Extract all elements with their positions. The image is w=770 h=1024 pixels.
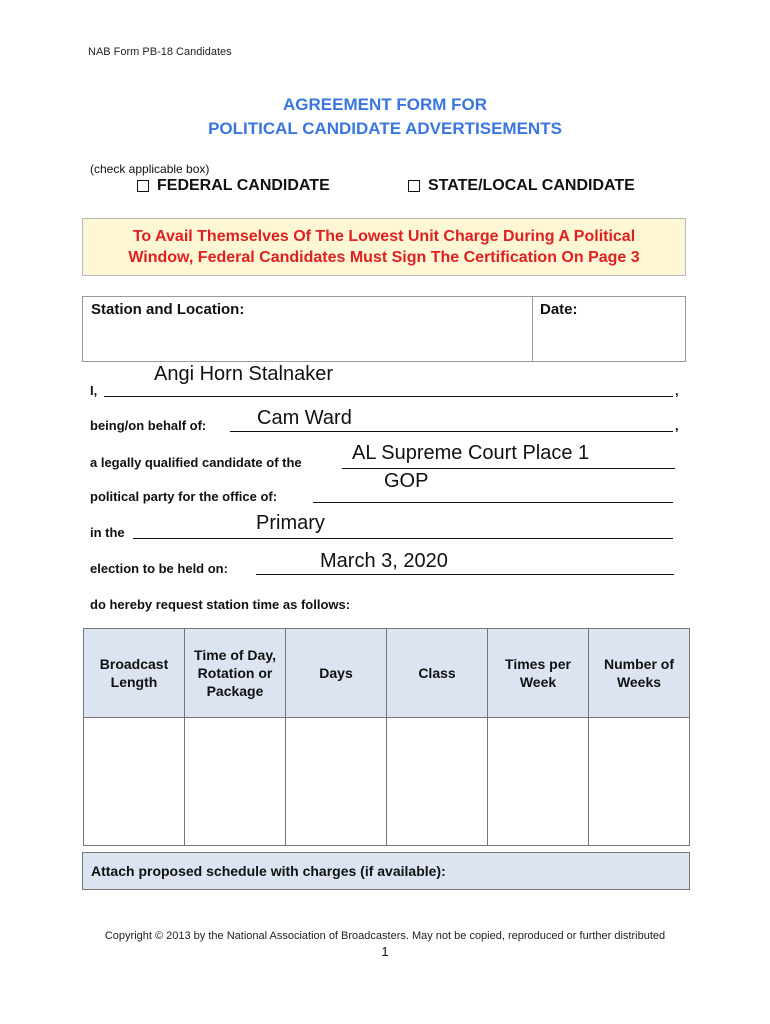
behalf-field[interactable]: Cam Ward — [257, 407, 352, 429]
cell-broadcast-length[interactable] — [84, 718, 185, 846]
station-box-divider — [532, 297, 533, 361]
request-text: do hereby request station time as follows: — [90, 597, 351, 612]
cell-time-of-day[interactable] — [185, 718, 286, 846]
party-office-label: political party for the office of: — [90, 489, 278, 504]
header-number-of-weeks: Number of Weeks — [589, 629, 690, 718]
form-title-line2: POLITICAL CANDIDATE ADVERTISEMENTS — [208, 119, 562, 138]
federal-checkbox[interactable] — [137, 180, 149, 192]
name-field[interactable]: Angi Horn Stalnaker — [154, 363, 333, 385]
attach-schedule-row: Attach proposed schedule with charges (if available): — [82, 852, 690, 890]
copyright-footer: Copyright © 2013 by the National Association of Broadcasters. May not be copied, reproduced or further distributed — [104, 930, 666, 942]
schedule-header-row — [84, 629, 690, 718]
candidate-label: a legally qualified candidate of the — [90, 455, 302, 470]
page-number: 1 — [381, 944, 389, 959]
party-office-line — [313, 502, 673, 503]
cell-days[interactable] — [286, 718, 387, 846]
notice-line2: Window, Federal Candidates Must Sign The Certification On Page 3 — [128, 249, 640, 266]
name-suffix: , — [675, 383, 679, 398]
header-class: Class — [387, 629, 488, 718]
election-type-label: in the — [90, 525, 125, 540]
behalf-line — [230, 431, 673, 432]
election-type-field[interactable]: Primary — [256, 512, 325, 534]
candidate-line — [342, 468, 675, 469]
header-time-of-day: Time of Day, Rotation or Package — [185, 629, 286, 718]
behalf-suffix: , — [675, 418, 679, 433]
behalf-label: being/on behalf of: — [90, 418, 207, 433]
election-date-field[interactable]: March 3, 2020 — [320, 550, 448, 572]
schedule-table — [83, 628, 690, 846]
name-line — [104, 396, 673, 397]
name-label: I, — [90, 383, 98, 398]
check-instruction: (check applicable box) — [90, 162, 210, 176]
party-field[interactable]: GOP — [384, 470, 429, 492]
header-days: Days — [286, 629, 387, 718]
form-id-header: NAB Form PB-18 Candidates — [88, 46, 232, 58]
station-date-box — [82, 296, 686, 362]
state-local-candidate-option[interactable] — [408, 177, 635, 195]
form-title-line1: AGREEMENT FORM FOR — [283, 95, 487, 114]
header-times-per-week: Times per Week — [488, 629, 589, 718]
election-type-line — [133, 538, 673, 539]
federal-candidate-label: FEDERAL CANDIDATE — [157, 177, 330, 194]
cell-number-of-weeks[interactable] — [589, 718, 690, 846]
schedule-entry-row — [84, 718, 690, 846]
notice-line1: To Avail Themselves Of The Lowest Unit Charge During A Political — [132, 228, 636, 245]
station-location-label: Station and Location: — [91, 301, 245, 318]
election-date-line — [256, 574, 674, 575]
date-label: Date: — [540, 301, 578, 318]
header-broadcast-length: Broadcast Length — [84, 629, 185, 718]
state-local-candidate-label: STATE/LOCAL CANDIDATE — [428, 177, 635, 194]
cell-class[interactable] — [387, 718, 488, 846]
state-local-checkbox[interactable] — [408, 180, 420, 192]
candidate-field[interactable]: AL Supreme Court Place 1 — [352, 442, 590, 464]
election-date-label: election to be held on: — [90, 561, 228, 576]
cell-times-per-week[interactable] — [488, 718, 589, 846]
federal-candidate-option[interactable] — [137, 177, 330, 195]
lowest-unit-charge-notice — [82, 218, 686, 276]
